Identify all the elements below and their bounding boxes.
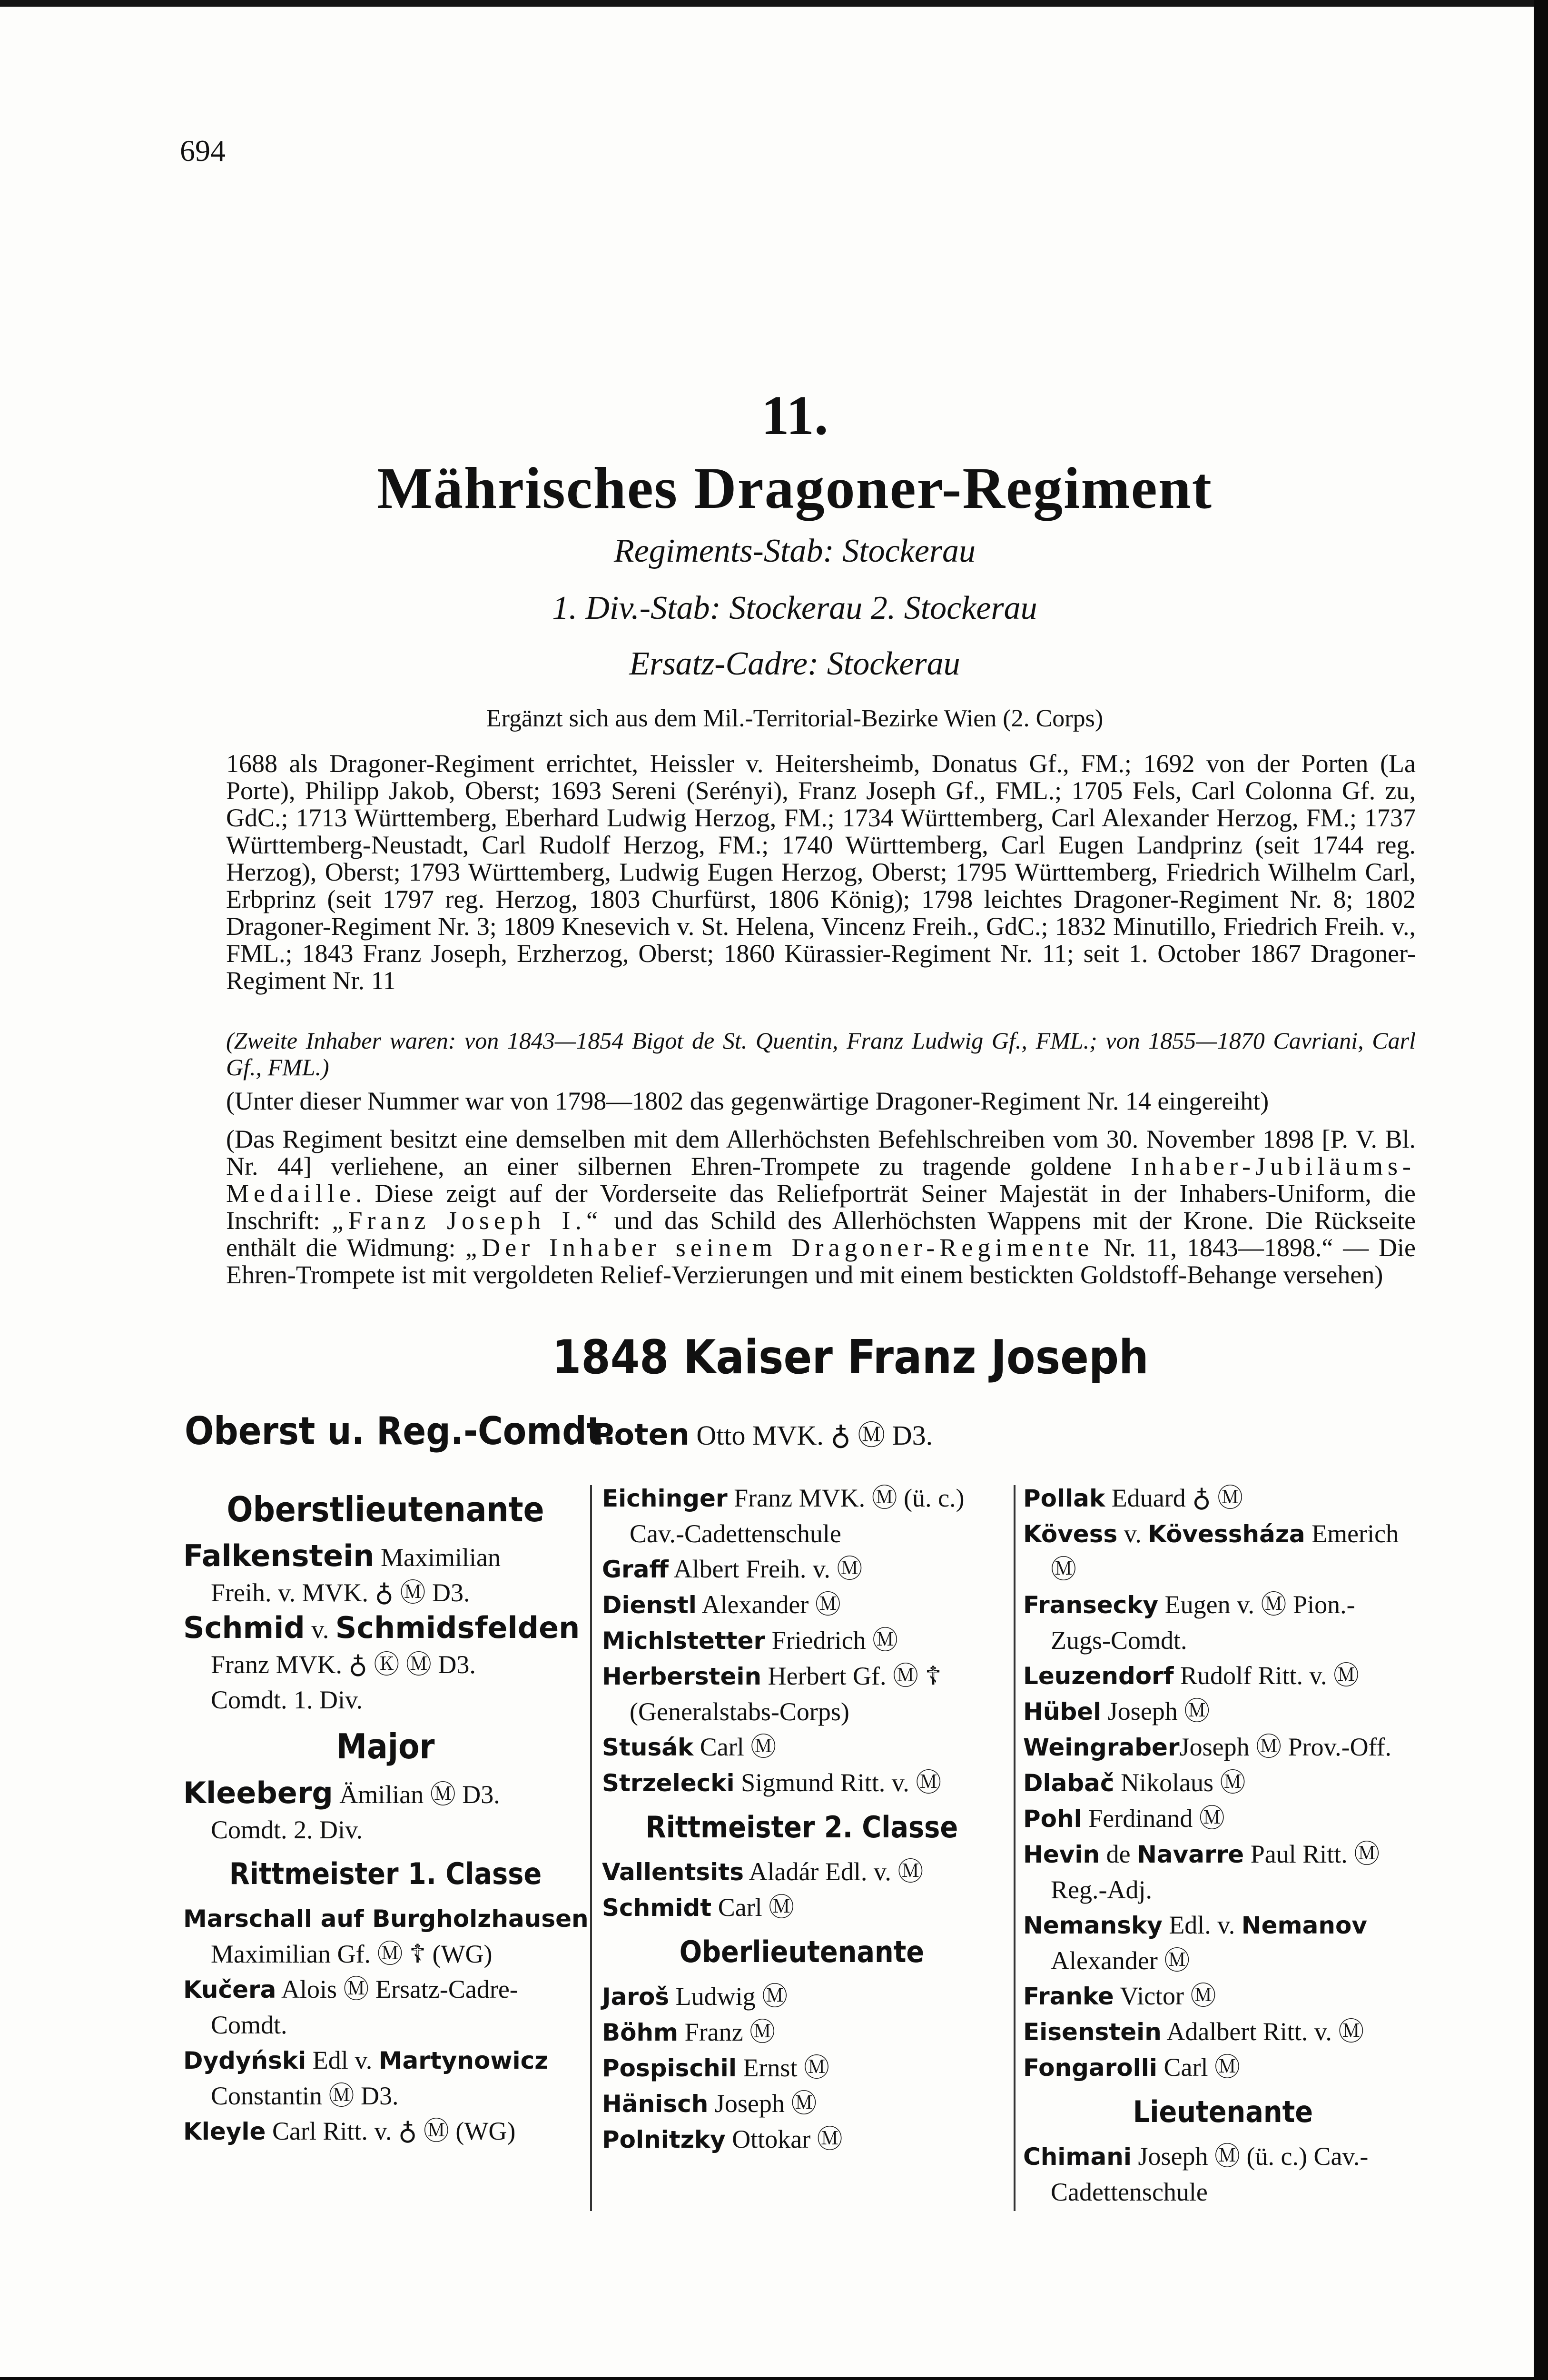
officer-details: Franz Ⓜ — [684, 2018, 776, 2046]
scan-edge-top — [0, 0, 1548, 7]
officer-name: Hübel — [1023, 1698, 1102, 1726]
officer-name: Franke — [1023, 1983, 1114, 2010]
ersatz-cadre: Ersatz-Cadre: Stockerau — [629, 645, 960, 682]
officer-name: Chimani — [1023, 2143, 1132, 2171]
officer-name: Kleyle — [183, 2118, 266, 2145]
list-item — [602, 2014, 1002, 2050]
officer-name: Nemansky — [1023, 1912, 1163, 1939]
list-item — [1023, 1978, 1423, 2014]
officer-name: Schmidt — [602, 1894, 712, 1922]
officer-name: Hevin — [1023, 1841, 1100, 1868]
officer-details: Alexander Ⓜ — [701, 1590, 841, 1619]
list-item — [1023, 2139, 1423, 2174]
officer-name: Graff — [602, 1556, 669, 1583]
list-item — [1023, 1587, 1423, 1623]
officer-details: Emerich — [1311, 1519, 1399, 1548]
list-item-cont: Constantin Ⓜ D3. — [211, 2082, 399, 2110]
list-item — [1023, 1694, 1423, 1729]
page-number: 694 — [180, 134, 226, 168]
list-item-cont: Comdt. 1. Div. — [211, 1686, 363, 1714]
medaille-text-3: und das Schild des Allerhöchsten Wappens mit der Krone. Die Rückseite enthält die Widmung: — [226, 1206, 1416, 1262]
officer-name: Fransecky — [1023, 1591, 1159, 1619]
officer-details: Ludwig Ⓜ — [675, 1982, 788, 2011]
list-item — [183, 1972, 588, 2007]
list-item — [1023, 2050, 1423, 2085]
officer-details: Ämilian Ⓜ D3. — [339, 1780, 500, 1809]
officer-details: Herbert Gf. Ⓜ ☦ — [768, 1662, 942, 1690]
unter-dieser-nummer: (Unter dieser Nummer war von 1798—1802 das gegenwärtige Dragoner-Regiment Nr. 14 eingereiht) — [226, 1087, 1269, 1115]
regiment-number: 11. — [761, 384, 828, 446]
officer-details: Alois Ⓜ Ersatz-Cadre- — [281, 1975, 518, 2003]
list-item-cont: Freih. v. MVK. ♁ Ⓜ D3. — [211, 1578, 470, 1607]
officer-particle: de — [1106, 1840, 1131, 1868]
list-item — [183, 1901, 588, 1936]
zweite-inhaber: (Zweite Inhaber waren: von 1843—1854 Bigot de St. Quentin, Franz Ludwig Gf., FML.; von 1855—1870 Cavriani, Carl Gf., FML.) — [226, 1027, 1416, 1081]
officer-particle: v. — [311, 1615, 329, 1644]
officer-name: Weingraber — [1023, 1734, 1180, 1761]
oberst-label: Oberst u. Reg.-Comdt. — [185, 1409, 616, 1453]
heading-lieutenante: Lieutenante — [1133, 2094, 1313, 2129]
oberst-entry — [592, 1413, 933, 1453]
officer-details: Sigmund Ritt. v. Ⓜ — [741, 1768, 942, 1797]
officer-name: Marschall auf Burgholzhausen — [183, 1905, 589, 1933]
officer-details: Eduard ♁ Ⓜ — [1111, 1484, 1243, 1512]
officer-name: Eisenstein — [1023, 2018, 1162, 2046]
medaille-name: Inhaber-Jubiläums-Medaille — [226, 1152, 1416, 1208]
officer-details: Ferdinand Ⓜ — [1088, 1804, 1225, 1833]
list-item — [602, 1480, 1002, 1516]
list-item — [602, 1979, 1002, 2014]
list-item — [1023, 2014, 1423, 2050]
list-item-cont: Reg.-Adj. — [1051, 1875, 1152, 1904]
officer-name: Kučera — [183, 1976, 276, 2003]
inschrift: „Franz Joseph I.“ — [332, 1206, 602, 1235]
list-item-cont: Franz MVK. ♁ Ⓚ Ⓜ D3. — [211, 1650, 476, 1679]
inhaber-heading: 1848 Kaiser Franz Joseph — [552, 1330, 1149, 1385]
officer-name: Eichinger — [602, 1485, 728, 1512]
regiments-stab: Regiments-Stab: Stockerau — [613, 533, 976, 569]
list-item — [602, 1658, 1002, 1694]
officer-name: Leuzendorf — [1023, 1662, 1174, 1690]
list-item — [1023, 1480, 1423, 1516]
officer-details: Joseph Ⓜ (ü. c.) Cav.- — [1138, 2142, 1369, 2171]
officer-particle: Edl. v. — [1169, 1911, 1235, 1939]
list-item — [183, 2043, 588, 2078]
heading-rittmeister-2: Rittmeister 2. Classe — [645, 1810, 958, 1844]
list-item — [183, 1610, 588, 1647]
list-item-cont: Cav.-Cadettenschule — [630, 1519, 841, 1548]
officer-details: Joseph Ⓜ — [1107, 1697, 1210, 1726]
officer-details: Paul Ritt. Ⓜ — [1250, 1840, 1380, 1868]
list-item-cont: Comdt. — [211, 2011, 287, 2039]
officer-details: Joseph Ⓜ — [714, 2089, 817, 2118]
officer-name-2: Martynowicz — [378, 2047, 549, 2074]
officer-details: Aladár Edl. v. Ⓜ — [749, 1857, 924, 1886]
officer-name-2: Nemanov — [1241, 1912, 1367, 1939]
officer-name: Herberstein — [602, 1663, 762, 1690]
officer-details: Maximilian — [381, 1543, 501, 1572]
heading-rittmeister-1: Rittmeister 1. Classe — [229, 1856, 542, 1891]
heading-major: Major — [336, 1726, 435, 1766]
officer-name: Vallentsits — [602, 1858, 744, 1886]
officer-name: Schmid — [183, 1610, 305, 1645]
officer-name: Fongarolli — [1023, 2054, 1158, 2082]
list-item — [602, 2086, 1002, 2122]
officer-details: Franz MVK. Ⓜ (ü. c.) — [734, 1484, 965, 1512]
list-item-cont: Alexander Ⓜ — [1051, 1946, 1190, 1975]
oberst-name: Poten — [592, 1417, 690, 1452]
officer-name: Kleeberg — [183, 1775, 333, 1810]
officer-name: Hänisch — [602, 2090, 709, 2118]
officer-name: Jaroš — [602, 1983, 670, 2011]
officer-details: Ottokar Ⓜ — [732, 2125, 843, 2153]
medaille-text-1: (Das Regiment besitzt eine demselben mit dem Allerhöchsten Befehlschreiben vom 30. November 1898 [P. V. Bl. Nr. 44] verliehene, an einer silbernen Ehren-Trompete zu tragende goldene — [226, 1125, 1416, 1180]
officer-details: Rudolf Ritt. v. Ⓜ — [1180, 1661, 1360, 1690]
list-item — [602, 1890, 1002, 1925]
officer-details: Carl Ⓜ — [718, 1893, 795, 1922]
oberst-details: Otto MVK. ♁ Ⓜ D3. — [696, 1420, 933, 1451]
heading-oberlieutenante: Oberlieutenante — [679, 1934, 925, 1969]
list-item — [1023, 1907, 1423, 1943]
officer-details: Eugen v. Ⓜ Pion.- — [1164, 1590, 1355, 1619]
officers-column-2 — [602, 1480, 1002, 2157]
widmung: „Der Inhaber seinem Dragoner-Regimente — [465, 1233, 1094, 1262]
officer-details: Ernst Ⓜ — [743, 2053, 829, 2082]
officer-name: Dlabač — [1023, 1769, 1114, 1797]
list-item — [1023, 1836, 1423, 1872]
list-item — [602, 1729, 1002, 1765]
officer-name: Pospischil — [602, 2054, 737, 2082]
medaille-text-4: Nr. 11, 1843—1898.“ — Die Ehren-Trompete ist mit vergoldeten Relief-Verzierungen und mit einem bestickten Goldstoff-Behange versehen) — [226, 1233, 1416, 1289]
officer-details: Albert Freih. v. Ⓜ — [673, 1555, 863, 1583]
list-item — [183, 1775, 588, 1812]
officer-name: Stusák — [602, 1734, 694, 1761]
officer-name-2: Navarre — [1137, 1841, 1244, 1868]
officer-name: Kövess — [1023, 1520, 1118, 1548]
officer-particle: v. — [1124, 1519, 1142, 1548]
officer-name: Michlstetter — [602, 1627, 766, 1655]
officer-name: Strzelecki — [602, 1769, 735, 1797]
officer-details: Victor Ⓜ — [1120, 1982, 1216, 2010]
officer-details: Nikolaus Ⓜ — [1121, 1768, 1246, 1797]
list-item-cont: Comdt. 2. Div. — [211, 1815, 363, 1844]
officer-details: Carl Ritt. v. ♁ Ⓜ (WG) — [272, 2117, 516, 2145]
history-paragraph: 1688 als Dragoner-Regiment errichtet, Heissler v. Heitersheimb, Donatus Gf., FM.; 1692 von der Porten (La Porte), Philipp Jakob, Oberst; 1693 Sereni (Serényi), Franz Joseph Gf., FML.; 1705 Fels, Carl Colonna Gf. zu, GdC.; 1713 Württemberg, Eberhard Ludwig Herzog, FM.; 1734 Württemberg, Carl Alexander Herzog, FM.; 1737 Württemberg-Neustadt, Carl Rudolf Herzog, FM.; 1740 Württemberg, Carl Eugen Landprinz (seit 1744 reg. Herzog), Oberst; 1793 Württemberg, Ludwig Eugen Herzog, Oberst; 1795 Württemberg, Friedrich Wilhelm Carl, Erbprinz (seit 1797 reg. Herzog, 1803 Churfürst, 1806 König); 1798 leichtes Dragoner-Regiment Nr. 8; 1802 Dragoner-Regiment Nr. 3; 1809 Knesevich v. St. Helena, Vincenz Freih., GdC.; 1832 Minutillo, Friedrich Freih. v., FML.; 1843 Franz Joseph, Erzherzog, Oberst; 1860 Kürassier-Regiment Nr. 11; seit 1. October 1867 Dragoner-Regiment Nr. 11 — [226, 749, 1416, 995]
column-divider-1 — [590, 1485, 592, 2211]
list-item — [1023, 1729, 1423, 1765]
column-divider-2 — [1014, 1485, 1016, 2211]
scan-edge-right — [1534, 0, 1548, 2380]
list-item — [1023, 1516, 1423, 1552]
officer-name: Dydyński — [183, 2047, 306, 2074]
officer-details: Adalbert Ritt. v. Ⓜ — [1166, 2017, 1364, 2046]
list-item — [1023, 1765, 1423, 1801]
list-item — [602, 1551, 1002, 1587]
list-item — [183, 1538, 588, 1575]
regiment-title: Mährisches Dragoner-Regiment — [377, 456, 1213, 521]
officer-name: Böhm — [602, 2019, 679, 2046]
heading-oberstlieutenante: Oberstlieutenante — [227, 1489, 544, 1529]
officer-name: Pohl — [1023, 1805, 1082, 1833]
list-item — [602, 1587, 1002, 1623]
officer-details: Joseph Ⓜ Prov.-Off. — [1179, 1733, 1392, 1761]
officers-column-3 — [1023, 1480, 1423, 2210]
officer-details: Carl Ⓜ — [1163, 2053, 1241, 2082]
division-stab: 1. Div.-Stab: Stockerau 2. Stockerau — [552, 590, 1037, 626]
list-item-cont: Ⓜ — [1051, 1555, 1076, 1584]
list-item — [183, 2113, 588, 2149]
officer-name: Dienstl — [602, 1591, 697, 1619]
medaille-text-2: . Diese zeigt auf der Vorderseite das Reliefporträt Seiner Majestät in der Inhabers-Uniform, die Inschrift: — [226, 1179, 1416, 1235]
list-item — [602, 1623, 1002, 1658]
officer-particle: Edl v. — [312, 2046, 373, 2074]
list-item — [602, 1765, 1002, 1801]
scan-edge-bottom — [0, 2377, 1548, 2380]
officer-details: Friedrich Ⓜ — [771, 1626, 898, 1655]
list-item — [602, 1854, 1002, 1890]
list-item — [602, 2050, 1002, 2086]
medaille-paragraph — [226, 1126, 1416, 1289]
list-item — [1023, 1658, 1423, 1694]
officer-details: Carl Ⓜ — [700, 1733, 777, 1761]
list-item-cont: Zugs-Comdt. — [1051, 1626, 1187, 1655]
officer-name-2: Schmidsfelden — [335, 1610, 580, 1645]
list-item-cont: Maximilian Gf. Ⓜ ☦ (WG) — [211, 1940, 493, 1968]
list-item — [1023, 1801, 1423, 1836]
officer-name: Pollak — [1023, 1485, 1105, 1512]
officers-column-1 — [183, 1480, 588, 2149]
list-item-cont: (Generalstabs-Corps) — [630, 1697, 849, 1726]
officer-name: Polnitzky — [602, 2126, 726, 2153]
officer-name: Falkenstein — [183, 1538, 375, 1573]
officer-name-2: Kövessháza — [1148, 1520, 1305, 1548]
ergaenzungsbezirk: Ergänzt sich aus dem Mil.-Territorial-Bezirke Wien (2. Corps) — [486, 705, 1104, 732]
list-item — [602, 2122, 1002, 2157]
list-item-cont: Cadettenschule — [1051, 2178, 1208, 2206]
